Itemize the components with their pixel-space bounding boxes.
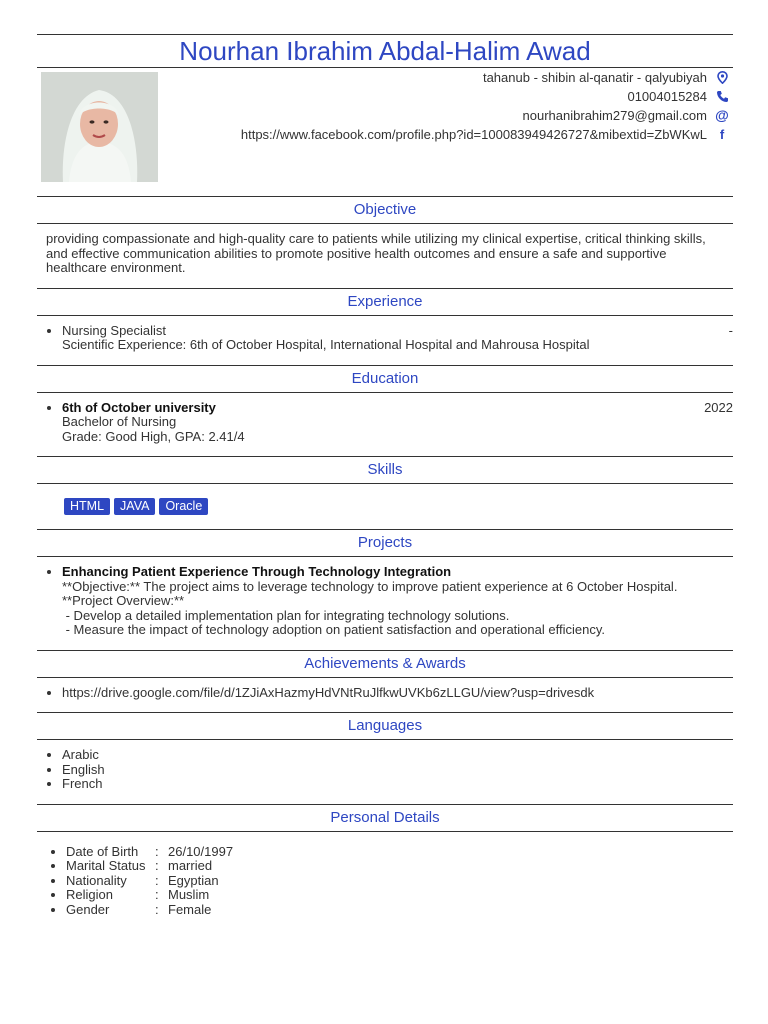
personal-colon: :	[155, 901, 159, 917]
language-item: • Arabic	[62, 748, 733, 763]
project-name: • Enhancing Patient Experience Through Technology Integration	[62, 564, 452, 579]
contact-email[interactable]	[241, 106, 729, 125]
section-education-title: Education	[37, 365, 733, 393]
phone-icon	[715, 90, 729, 104]
candidate-name: Nourhan Ibrahim Abdal-Halim Awad	[179, 36, 591, 66]
contact-list	[241, 68, 729, 144]
personal-row	[66, 859, 733, 874]
section-achievements	[37, 678, 733, 713]
education-grade: Grade: Good High, GPA: 2.41/4	[62, 428, 245, 444]
section-projects-title: Projects	[37, 529, 733, 557]
education-year: 2022	[704, 399, 733, 415]
personal-value: married	[168, 858, 213, 873]
experience-detail: Scientific Experience: 6th of October Hospital, International Hospital and Mahrousa Hospital	[62, 337, 590, 352]
location-pin-icon	[715, 71, 729, 85]
section-projects	[37, 557, 733, 650]
personal-label: • Date of Birth	[66, 843, 139, 859]
skill-tag: HTML	[64, 498, 110, 515]
personal-colon: :	[155, 843, 159, 859]
address-text: tahanub - shibin al-qanatir - qalyubiyah	[482, 70, 707, 85]
personal-label: • Nationality	[66, 872, 127, 888]
contact-facebook[interactable]	[241, 125, 729, 144]
personal-label: • Religion	[66, 887, 113, 902]
section-skills-title: Skills	[37, 456, 733, 484]
skill-tag: Oracle	[159, 498, 208, 515]
language-item: • French	[62, 777, 733, 792]
facebook-link[interactable]: https://www.facebook.com/profile.php?id=100083949426727&mibextid=ZbWKwL	[240, 127, 707, 142]
personal-value: Female	[168, 901, 212, 917]
section-objective	[37, 224, 733, 288]
personal-row	[66, 903, 733, 918]
education-item	[62, 401, 733, 445]
phone-text: 01004015284	[627, 89, 707, 104]
achievement-link[interactable]: • https://drive.google.com/file/d/1ZJiAxHazmyHdVNtRuJlfkwUVKb6zLLGU/view?usp=drivesdk	[62, 686, 733, 701]
header-block	[37, 68, 733, 196]
project-item	[62, 565, 733, 638]
personal-row	[66, 874, 733, 889]
personal-value: Egyptian	[168, 872, 219, 888]
project-line: - Measure the impact of technology adoption on patient satisfaction and operational efficiency.	[62, 622, 605, 637]
resume-page	[37, 34, 733, 929]
contact-address	[241, 68, 729, 87]
personal-value: Muslim	[168, 887, 210, 902]
profile-photo	[41, 72, 158, 182]
personal-colon: :	[155, 887, 159, 902]
personal-label: • Gender	[66, 901, 110, 917]
language-item: • English	[62, 763, 733, 778]
project-line: - Develop a detailed implementation plan for integrating technology solutions.	[62, 607, 510, 623]
contact-phone	[241, 87, 729, 106]
skills-tags	[37, 484, 733, 529]
section-education	[37, 393, 733, 457]
personal-colon: :	[155, 858, 159, 873]
section-languages-title: Languages	[37, 712, 733, 740]
objective-text: providing compassionate and high-quality care to patients while utilizing my clinical expertise, critical thinking skills, and effective communication abilities to promote positive health outcomes and ensure a safe and supportive healthcare environment.	[46, 231, 706, 275]
facebook-icon: f	[719, 127, 725, 142]
education-degree: Bachelor of Nursing	[62, 414, 177, 429]
personal-row	[66, 845, 733, 860]
section-languages	[37, 740, 733, 804]
section-personal	[37, 832, 733, 930]
project-line: **Project Overview:**	[62, 593, 185, 608]
education-school: • 6th of October university	[62, 399, 216, 415]
personal-value: 26/10/1997	[168, 843, 234, 859]
personal-colon: :	[155, 872, 159, 888]
section-experience	[37, 316, 733, 365]
at-icon: @	[715, 107, 729, 123]
personal-row	[66, 888, 733, 903]
section-experience-title: Experience	[37, 288, 733, 316]
experience-date: -	[728, 322, 733, 338]
section-objective-title: Objective	[37, 196, 733, 224]
project-line: **Objective:** The project aims to leverage technology to improve patient experience at 6 October Hospital.	[62, 578, 678, 594]
section-personal-title: Personal Details	[37, 804, 733, 832]
personal-label: • Marital Status	[66, 858, 146, 873]
skill-tag: JAVA	[114, 498, 155, 515]
section-achievements-title: Achievements & Awards	[37, 650, 733, 678]
email-link[interactable]: nourhanibrahim279@gmail.com	[522, 108, 707, 123]
experience-item	[62, 324, 733, 353]
experience-role: • Nursing Specialist	[62, 322, 167, 338]
